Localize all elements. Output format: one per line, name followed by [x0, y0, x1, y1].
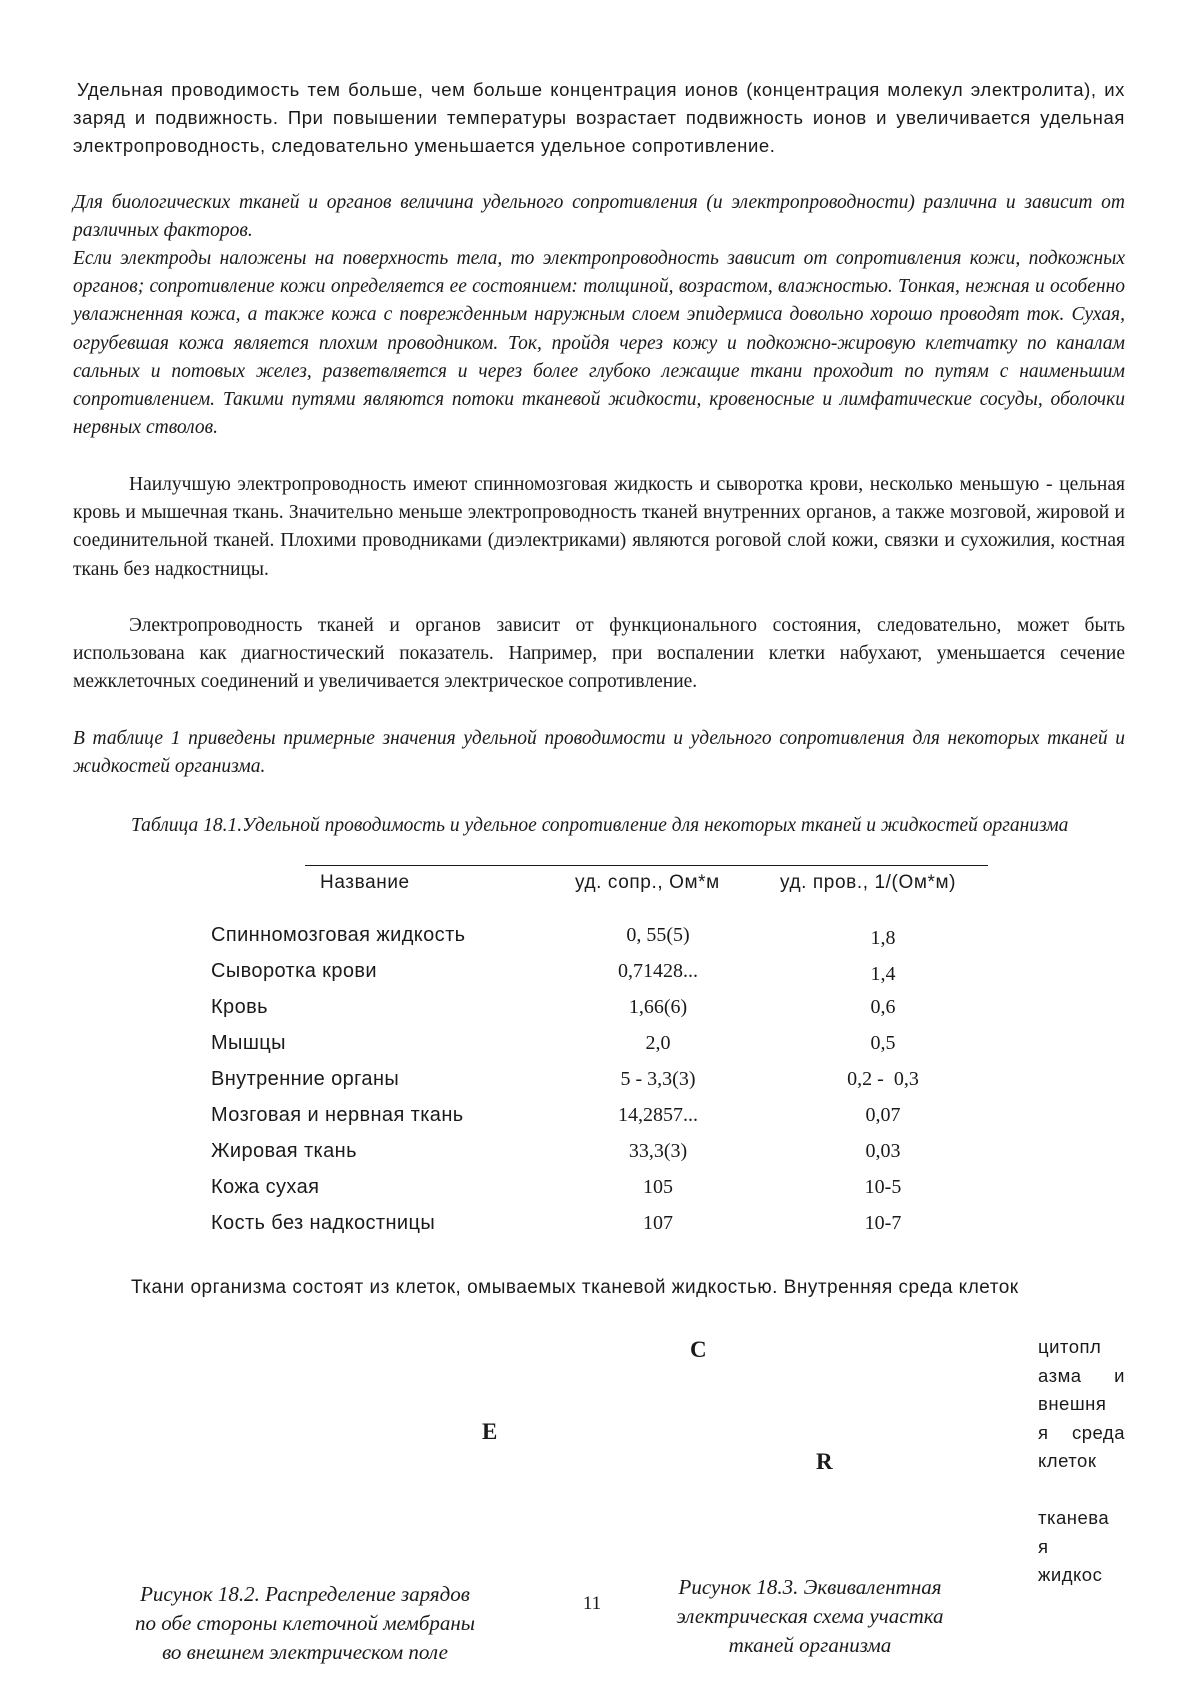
table-row	[0, 1140, 1189, 1176]
side-text-line: азма и	[1038, 1364, 1125, 1386]
table-header-resistivity: уд. сопр., Ом*м	[575, 872, 720, 893]
figure-18-3-caption	[600, 1573, 1020, 1660]
table-cell-resistivity: 33,3(3)	[628, 1140, 688, 1162]
table-cell-conductivity: 10-5	[864, 1176, 902, 1198]
table-cell-name: Жировая ткань	[211, 1140, 357, 1162]
table-cell-name: Спинномозговая жидкость	[211, 924, 466, 946]
caption-underline	[305, 865, 988, 866]
table-cell-resistivity: 107	[643, 1212, 673, 1234]
table-cell-name: Мозговая и нервная ткань	[211, 1104, 464, 1126]
table-cell-name: Кость без надкостницы	[211, 1212, 436, 1234]
figure-18-2-caption	[95, 1580, 515, 1667]
table-row	[0, 1068, 1189, 1104]
table-row	[0, 996, 1189, 1032]
paragraph-electrodes-skin: Если электроды наложены на поверхность тела, то электропроводность зависит от сопротивления кожи, подкожных органов; сопротивление кожи определяется ее состоянием: толщиной, возрастом, влажностью. Тонкая, нежная и особенно увлажненная кожа, а также кожа с поврежденным наружным слоем эпидермиса довольно хорошо проводят ток. Сухая, огрубевшая кожа является плохим проводником. Ток, пройдя через кожу и подкожно-жировую клетчатку по каналам сальных и потовых желез, разветвляется и через более глубоко лежащие ткани проходит по путям с наименьшим сопротивлением. Такими путями являются потоки тканевой жидкости, кровеносные и лимфатические сосуды, оболочки нервных стволов.	[73, 248, 1125, 439]
table-cell-name: Кровь	[211, 996, 268, 1018]
table-row	[0, 1176, 1189, 1212]
paragraph-conductivity-intro: Удельная проводимость тем больше, чем больше концентрация ионов (концентрация молекул электролита), их заряд и подвижность. При повышении температуры возрастает подвижность ионов и увеличивается удельная электропроводность, следовательно уменьшается удельное сопротивление.	[73, 79, 1125, 157]
paragraph-tissues-cells: Ткани организма состоят из клеток, омываемых тканевой жидкостью. Внутренняя среда клеток	[131, 1277, 1019, 1298]
table-cell-name: Сыворотка крови	[211, 960, 377, 982]
table-cell-resistivity: 1,66(6)	[628, 996, 688, 1018]
side-text-line: я среда	[1038, 1421, 1125, 1443]
table-cell-name: Мышцы	[211, 1032, 286, 1054]
caption-line: во внешнем электрическом поле	[162, 1640, 448, 1664]
caption-line: Рисунок 18.2. Распределение зарядов	[140, 1582, 470, 1606]
side-text-line: жидкос	[1038, 1564, 1103, 1585]
side-text-line: внешня	[1038, 1393, 1107, 1414]
side-text-line: цитопл	[1038, 1336, 1102, 1357]
table-row	[0, 960, 1189, 996]
table-row	[0, 1104, 1189, 1140]
table-caption: Таблица 18.1.Удельной проводимость и удельное сопротивление для некоторых тканей и жидкостей организма	[131, 815, 1069, 836]
paragraph-biological-tissues: Для биологических тканей и органов величина удельного сопротивления (и электропроводности) различна и зависит от различных факторов.	[73, 192, 1125, 242]
table-cell-conductivity: 0,6	[870, 996, 896, 1018]
table-cell-conductivity: 0,2 - 0,3	[847, 1068, 919, 1090]
table-cell-resistivity: 105	[643, 1176, 673, 1198]
table-cell-conductivity: 10-7	[864, 1212, 902, 1234]
table-cell-resistivity: 2,0	[645, 1032, 671, 1054]
table-cell-resistivity: 5 - 3,3(3)	[620, 1068, 696, 1090]
figure-label-c: C	[690, 1337, 707, 1362]
table-row	[0, 924, 1189, 960]
side-text-line: тканева	[1038, 1507, 1110, 1528]
table-header-conductivity: уд. пров., 1/(Ом*м)	[780, 872, 957, 893]
table-row	[0, 1212, 1189, 1248]
table-cell-conductivity: 0,03	[865, 1140, 901, 1162]
caption-line: тканей организма	[728, 1633, 892, 1657]
paragraph-functional-state: Электропроводность тканей и органов зависит от функционального состояния, следовательно, может быть использована как диагностический показатель. Например, при воспалении клетки набухают, уменьшается сечение межклеточных соединений и увеличивается электрическое сопротивление.	[73, 615, 1125, 693]
table-cell-conductivity: 1,8	[870, 927, 896, 949]
table-cell-conductivity: 1,4	[870, 963, 896, 985]
side-text-column	[1038, 1333, 1125, 1590]
table-cell-conductivity: 0,07	[865, 1104, 901, 1126]
table-cell-name: Внутренние органы	[211, 1068, 400, 1090]
side-text-line: клеток	[1038, 1450, 1097, 1471]
table-row	[0, 1032, 1189, 1068]
side-text-gap	[1038, 1476, 1125, 1505]
paragraph-table-reference: В таблице 1 приведены примерные значения удельной проводимости и удельного сопротивления для некоторых тканей и жидкостей организма.	[73, 728, 1125, 778]
table-cell-resistivity: 0, 55(5)	[626, 924, 690, 946]
table-cell-resistivity: 0,71428...	[618, 960, 698, 982]
table-cell-conductivity: 0,5	[870, 1032, 896, 1054]
caption-line: по обе стороны клеточной мембраны	[134, 1611, 476, 1635]
page-number: 11	[582, 1593, 602, 1614]
table-header-name: Название	[320, 872, 410, 893]
caption-line: Рисунок 18.3. Эквивалентная	[678, 1575, 942, 1599]
paragraph-best-conductivity: Наилучшую электропроводность имеют спинномозговая жидкость и сыворотка крови, несколько меньшую - цельная кровь и мышечная ткань. Значительно меньше электропроводность тканей внутренних органов, а также мозговой, жировой и соединительной тканей. Плохими проводниками (диэлектриками) являются роговой слой кожи, связки и сухожилия, костная ткань без надкостницы.	[73, 474, 1125, 580]
table-cell-name: Кожа сухая	[211, 1176, 320, 1198]
table-cell-resistivity: 14,2857...	[618, 1104, 698, 1126]
side-text-line: я	[1038, 1535, 1049, 1557]
figure-label-e: E	[482, 1419, 498, 1444]
caption-line: электрическая схема участка	[676, 1604, 944, 1628]
figure-label-r: R	[816, 1449, 833, 1474]
